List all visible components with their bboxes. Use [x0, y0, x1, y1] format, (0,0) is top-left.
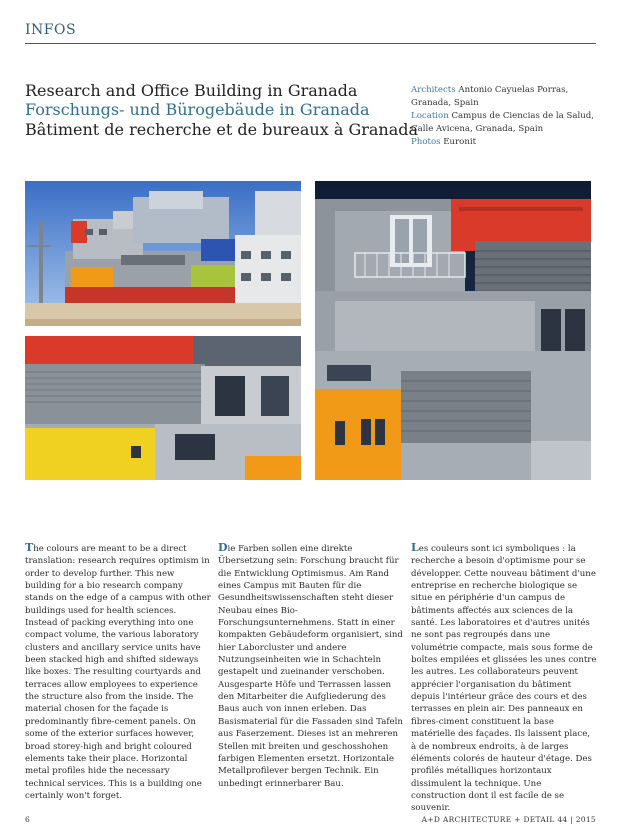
body-german-text: ie Farben sollen eine direkte Übersetzung sein: Forschung braucht für die Entwicklung Optimismus. Am Rand eines Campus mit Bauten für die Gesundheitswissenschaften steht dieser Neubau eines Bio-Forschungsunternehmens. Statt in einer kompakten Gebäudeform organisiert, sind hier Laborcluster und andere Nutzungseinheiten wie in Schachteln gestapelt und zueinander verschoben. Ausgesparte Höfe und Terrassen lassen den Mitarbeiter die Aufgliederung des Baus auch von innen erleben. Das Basismaterial für die Fassaden sind Tafeln aus Faserzement. Dieses ist an mehreren Stellen mit breiten und geschosshohen farbigen Elementen ersetzt. Horizontale Metallprofilever bergen Technik. Ein unbedingt erinnerbarer Bau. — [218, 544, 403, 789]
title-english: Research and Office Building in Granada — [25, 81, 358, 100]
photo-building-overview — [25, 181, 301, 326]
page-number: 6 — [25, 815, 30, 824]
credit-architects-value: Antonio Cayuelas Porras, Granada, Spain — [411, 85, 569, 108]
journal-reference: A+D ARCHITECTURE + DETAIL 44 | 2015 — [421, 815, 596, 824]
credit-photos-value: Euronit — [443, 137, 477, 147]
section-label: INFOS — [25, 22, 77, 38]
credits-block — [411, 84, 597, 149]
body-column-german — [218, 542, 404, 790]
body-text-german — [218, 542, 404, 790]
dropcap-french: L — [411, 541, 419, 554]
credit-photos-label: Photos — [411, 137, 441, 147]
body-text-english — [25, 542, 211, 802]
header-rule — [25, 43, 596, 44]
body-english-text: he colours are meant to be a direct translation: research requires optimism in order to develop further. This new building for a bio research company stands on the edge of a campus with other buildings used for health sciences. Instead of packing everything into one compact volume, the various laboratory clusters and ancillary service units have been stacked high and shifted sideways like boxes. The resulting courtyards and terraces allow employees to experience the structure also from the inside. The material chosen for the façade is predominantly fibre-cement panels. On some of the exterior surfaces however, broad storey-high and bright coloured elements take their place. Horizontal metal profiles hide the necessary technical services. This is a building one certainly won't forget. — [25, 544, 211, 801]
photo-facade-detail-large — [315, 181, 591, 480]
dropcap-english: T — [25, 541, 34, 554]
credit-photos — [411, 136, 597, 149]
photo-facade-detail-left — [25, 336, 301, 480]
title-french: Bâtiment de recherche et de bureaux à Granada — [25, 120, 419, 139]
body-column-french — [411, 542, 597, 815]
credit-location — [411, 110, 597, 136]
credit-architects-label: Architects — [411, 85, 456, 95]
title-german: Forschungs- und Bürogebäude in Granada — [25, 100, 370, 119]
body-text-french — [411, 542, 597, 815]
credit-location-label: Location — [411, 111, 449, 121]
credit-architects — [411, 84, 597, 110]
body-french-text: es couleurs sont ici symboliques : la recherche a besoin d'optimisme pour se développer. Cette nouveau bâtiment d'une entreprise en recherche biologique se situe en périphérie d'un campus de bâtiments affectés aux sciences de la santé. Les laboratoires et d'autres unités ne sont pas regroupés dans une volumétrie compacte, mais sous forme de boîtes empilées et glissées les unes contre les autres. Les collaborateurs peuvent apprécier l'organisation du bâtiment depuis l'intérieur grâce des cours et des terrasses en plein air. Des panneaux en fibres-ciment constituent la base matérielle des façades. Ils laissent place, à de nombreux endroits, à de larges éléments colorés de hauteur d'étage. Des profilés métalliques horizontaux dissimulent la technique. Une construction dont il est facile de se souvenir. — [411, 544, 597, 814]
credit-location-value: Campus de Ciencias de la Salud, Calle Avicena, Granada, Spain — [411, 111, 595, 134]
title-block — [25, 81, 419, 140]
dropcap-german: D — [218, 541, 228, 554]
body-column-english — [25, 542, 211, 802]
